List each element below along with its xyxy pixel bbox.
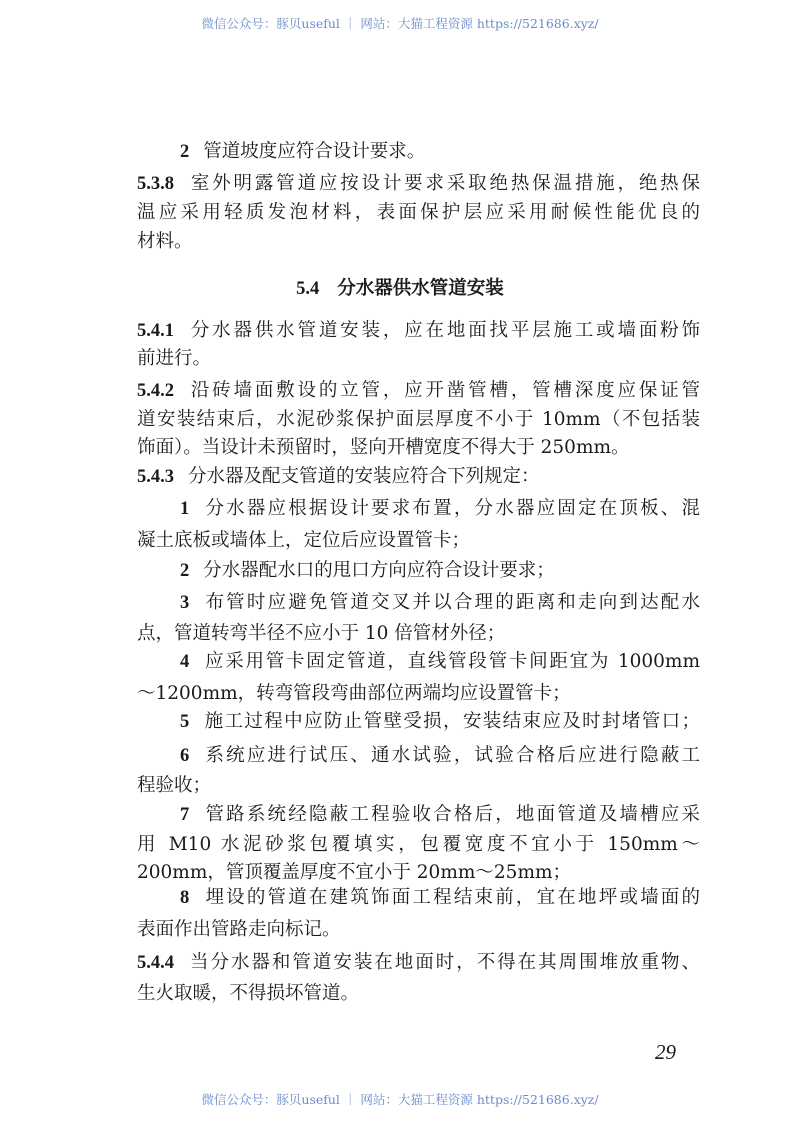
text-line <box>180 591 700 615</box>
line-text: 管道坡度应符合设计要求。 <box>203 141 426 162</box>
clause-number: 5.4.1 <box>137 321 174 341</box>
line-text: 表面作出管路走向标记。 <box>137 919 341 940</box>
line-text: 材料。 <box>137 231 193 252</box>
line-text: ～1200mm，转弯管段弯曲部位两端均应设置管卡； <box>137 683 571 704</box>
text-line <box>180 886 700 910</box>
line-text: 分水器应根据设计要求布置，分水器应固定在顶板、混 <box>203 498 700 519</box>
text-line <box>180 140 700 164</box>
line-text: 用 M10 水泥砂浆包覆填实，包覆宽度不宜小于 150mm～ <box>137 834 700 855</box>
line-text: 200mm，管顶覆盖厚度不宜小于 20mm～25mm； <box>137 862 572 883</box>
watermark-bottom: 微信公众号：豚贝useful ｜ 网站：大猫工程资源 https://521686.xyz/ <box>201 1092 599 1107</box>
clause-number: 5.4.4 <box>137 953 174 973</box>
text-line <box>180 559 700 583</box>
text-line <box>137 172 700 196</box>
text-line <box>137 951 700 975</box>
text-line <box>137 682 700 706</box>
clause-number: 4 <box>180 652 190 672</box>
line-text: 室外明露管道应按设计要求采取绝热保温措施，绝热保 <box>188 173 700 194</box>
text-line <box>180 710 700 734</box>
clause-number: 6 <box>180 746 190 766</box>
page-number: 29 <box>655 1040 676 1064</box>
line-text: 布管时应避免管道交叉并以合理的距离和走向到达配水 <box>203 592 700 613</box>
line-text: 程验收； <box>137 775 212 796</box>
section-heading <box>0 274 800 300</box>
line-text: 分水器及配支管道的安装应符合下列规定： <box>188 466 540 487</box>
line-text: 生火取暖，不得损坏管道。 <box>137 983 360 1004</box>
line-text: 当分水器和管道安装在地面时，不得在其周围堆放重物、 <box>188 952 700 973</box>
section-title: 分水器供水管道安装 <box>337 278 504 299</box>
text-line <box>137 347 700 371</box>
text-line <box>137 861 700 885</box>
clause-number: 5.4.3 <box>137 467 174 487</box>
clause-number: 3 <box>180 593 190 613</box>
text-line <box>137 982 700 1006</box>
clause-number: 5 <box>180 712 190 732</box>
line-text: 分水器供水管道安装，应在地面找平层施工或墙面粉饰 <box>188 320 700 341</box>
text-line <box>137 230 700 254</box>
section-number: 5.4 <box>296 279 320 299</box>
text-line <box>180 650 700 674</box>
line-text: 点，管道转弯半径不应小于 10 倍管材外径； <box>137 623 506 644</box>
clause-number: 2 <box>180 142 190 162</box>
line-text: 埋设的管道在建筑饰面工程结束前，宜在地坪或墙面的 <box>203 887 700 908</box>
text-line <box>137 529 700 553</box>
text-line <box>180 497 700 521</box>
line-text: 前进行。 <box>137 348 212 369</box>
text-line <box>180 803 700 827</box>
text-line <box>137 408 700 432</box>
line-text: 施工过程中应防止管壁受损，安装结束应及时封堵管口； <box>203 711 700 732</box>
text-line <box>137 622 700 646</box>
line-text: 温应采用轻质发泡材料，表面保护层应采用耐候性能优良的 <box>137 202 700 223</box>
clause-number: 8 <box>180 888 190 908</box>
text-line <box>137 918 700 942</box>
text-line <box>137 379 700 403</box>
text-line <box>137 436 700 460</box>
clause-number: 2 <box>180 561 190 581</box>
line-text: 凝土底板或墙体上，定位后应设置管卡； <box>137 530 471 551</box>
text-line <box>137 201 700 225</box>
line-text: 分水器配水口的甩口方向应符合设计要求； <box>203 560 555 581</box>
line-text: 沿砖墙面敷设的立管，应开凿管槽，管槽深度应保证管 <box>188 380 700 401</box>
line-text: 应采用管卡固定管道，直线管段管卡间距宜为 1000mm <box>203 651 700 672</box>
text-line <box>180 744 700 768</box>
text-line <box>137 833 700 857</box>
clause-number: 1 <box>180 499 190 519</box>
clause-number: 7 <box>180 805 190 825</box>
text-line <box>137 774 700 798</box>
watermark-top: 微信公众号：豚贝useful ｜ 网站：大猫工程资源 https://521686.xyz/ <box>201 16 599 31</box>
line-text: 道安装结束后，水泥砂浆保护面层厚度不小于 10mm（不包括装 <box>137 409 700 430</box>
text-line <box>137 319 700 343</box>
clause-number: 5.3.8 <box>137 174 174 194</box>
line-text: 管路系统经隐蔽工程验收合格后，地面管道及墙槽应采 <box>203 804 700 825</box>
clause-number: 5.4.2 <box>137 381 174 401</box>
line-text: 系统应进行试压、通水试验，试验合格后应进行隐蔽工 <box>203 745 700 766</box>
text-line <box>137 465 700 489</box>
line-text: 饰面）。当设计未预留时，竖向开槽宽度不得大于 250mm。 <box>137 437 630 458</box>
